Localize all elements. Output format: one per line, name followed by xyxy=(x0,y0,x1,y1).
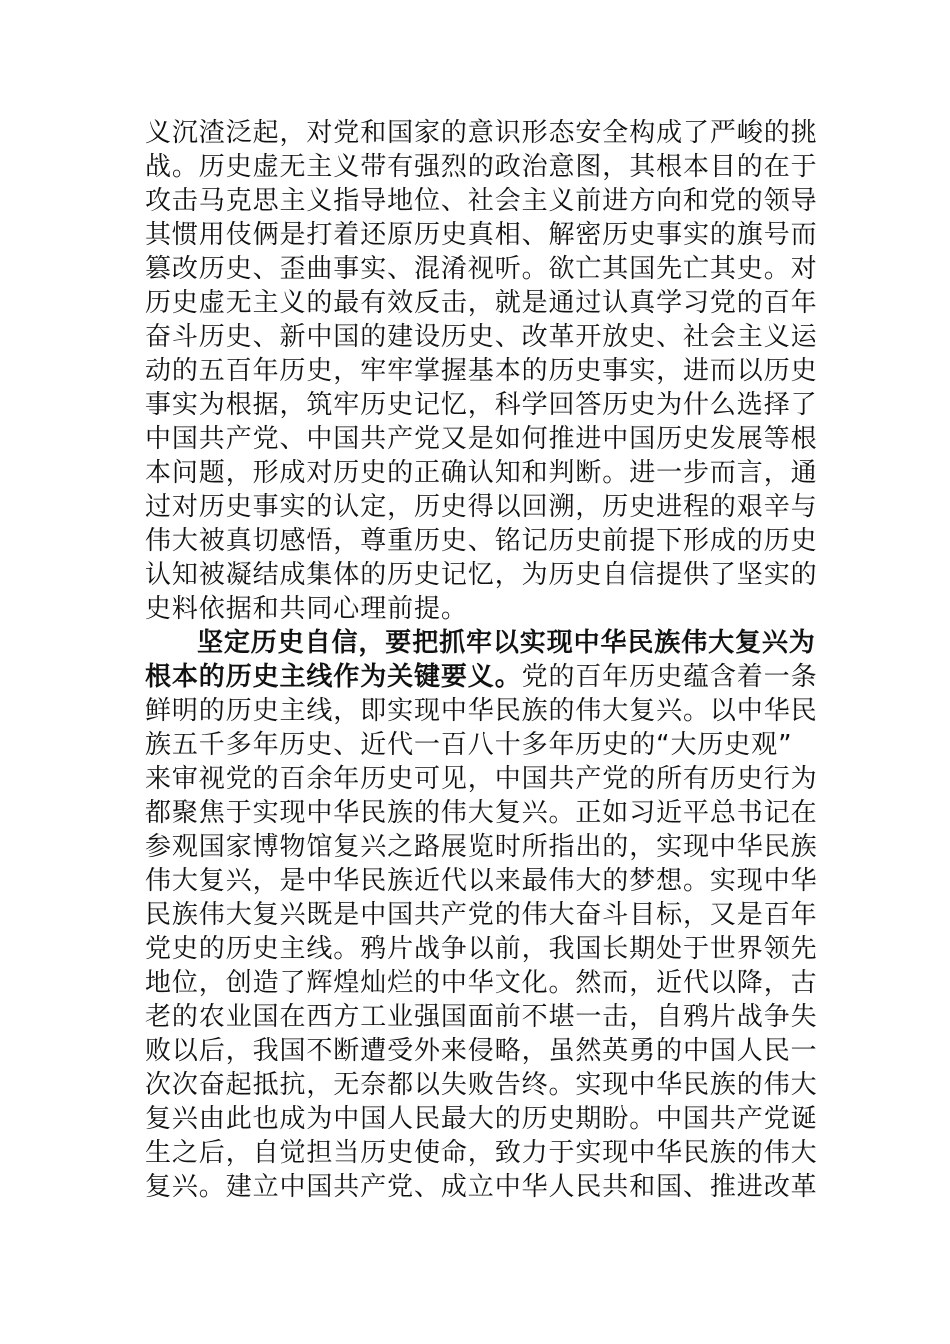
text-line: 族五千多年历史、近代一百八十多年历史的“大历史观” xyxy=(145,730,793,760)
text-line: 复兴。建立中国共产党、成立中华人民共和国、推进改革 xyxy=(145,1172,818,1202)
text-line: 历史虚无主义的最有效反击，就是通过认真学习党的百年 xyxy=(145,288,818,318)
section-heading-end: 根本的历史主线作为关键要义。 xyxy=(145,662,522,692)
text-line: 次次奋起抵抗，无奈都以失败告终。实现中华民族的伟大 xyxy=(145,1070,818,1100)
text-line: 攻击马克思主义指导地位、社会主义前进方向和党的领导 xyxy=(145,186,818,216)
text-line: 老的农业国在西方工业强国面前不堪一击，自鸦片战争失 xyxy=(145,1002,818,1032)
text-line: 篡改历史、歪曲事实、混淆视听。欲亡其国先亡其史。对 xyxy=(145,254,818,284)
text-line: 过对历史事实的认定，历史得以回溯，历史进程的艰辛与 xyxy=(145,492,818,522)
text-line: 地位，创造了辉煌灿烂的中华文化。然而，近代以降，古 xyxy=(145,968,818,998)
section-heading-line: 坚定历史自信，要把抓牢以实现中华民族伟大复兴为 xyxy=(197,628,816,658)
text-line: 来审视党的百余年历史可见，中国共产党的所有历史行为 xyxy=(145,764,818,794)
text-line: 中国共产党、中国共产党又是如何推进中国历史发展等根 xyxy=(145,424,818,454)
text-line: 认知被凝结成集体的历史记忆，为历史自信提供了坚实的 xyxy=(145,560,818,590)
text-line: 其惯用伎俩是打着还原历史真相、解密历史事实的旗号而 xyxy=(145,220,818,250)
text-line: 参观国家博物馆复兴之路展览时所指出的，实现中华民族 xyxy=(145,832,818,862)
text-line: 奋斗历史、新中国的建设历史、改革开放史、社会主义运 xyxy=(145,322,818,352)
text-line: 史料依据和共同心理前提。 xyxy=(145,594,468,624)
text-line: 义沉渣泛起，对党和国家的意识形态安全构成了严峻的挑 xyxy=(145,118,818,148)
paragraph-historical-nihilism xyxy=(145,116,818,626)
text-line: 动的五百年历史，牢牢掌握基本的历史事实，进而以历史 xyxy=(145,356,818,386)
text-line: 复兴由此也成为中国人民最大的历史期盼。中国共产党诞 xyxy=(145,1104,818,1134)
text-line: 党史的历史主线。鸦片战争以前，我国长期处于世界领先 xyxy=(145,934,818,964)
text-line: 伟大被真切感悟，尊重历史、铭记历史前提下形成的历史 xyxy=(145,526,818,556)
text-line: 本问题，形成对历史的正确认知和判断。进一步而言，通 xyxy=(145,458,818,488)
text-line: 民族伟大复兴既是中国共产党的伟大奋斗目标，又是百年 xyxy=(145,900,818,930)
text-line xyxy=(145,660,818,694)
paragraph-historical-mainline xyxy=(145,626,818,1204)
document-body xyxy=(145,116,818,1204)
text-line: 都聚焦于实现中华民族的伟大复兴。正如习近平总书记在 xyxy=(145,798,818,828)
text-line: 鲜明的历史主线，即实现中华民族的伟大复兴。以中华民 xyxy=(145,696,818,726)
text-run: 党的百年历史蕴含着一条 xyxy=(521,662,818,692)
text-line: 败以后，我国不断遭受外来侵略，虽然英勇的中国人民一 xyxy=(145,1036,818,1066)
text-line: 生之后，自觉担当历史使命，致力于实现中华民族的伟大 xyxy=(145,1138,818,1168)
text-line: 战。历史虚无主义带有强烈的政治意图，其根本目的在于 xyxy=(145,152,818,182)
text-line: 伟大复兴，是中华民族近代以来最伟大的梦想。实现中华 xyxy=(145,866,818,896)
text-line: 事实为根据，筑牢历史记忆，科学回答历史为什么选择了 xyxy=(145,390,818,420)
